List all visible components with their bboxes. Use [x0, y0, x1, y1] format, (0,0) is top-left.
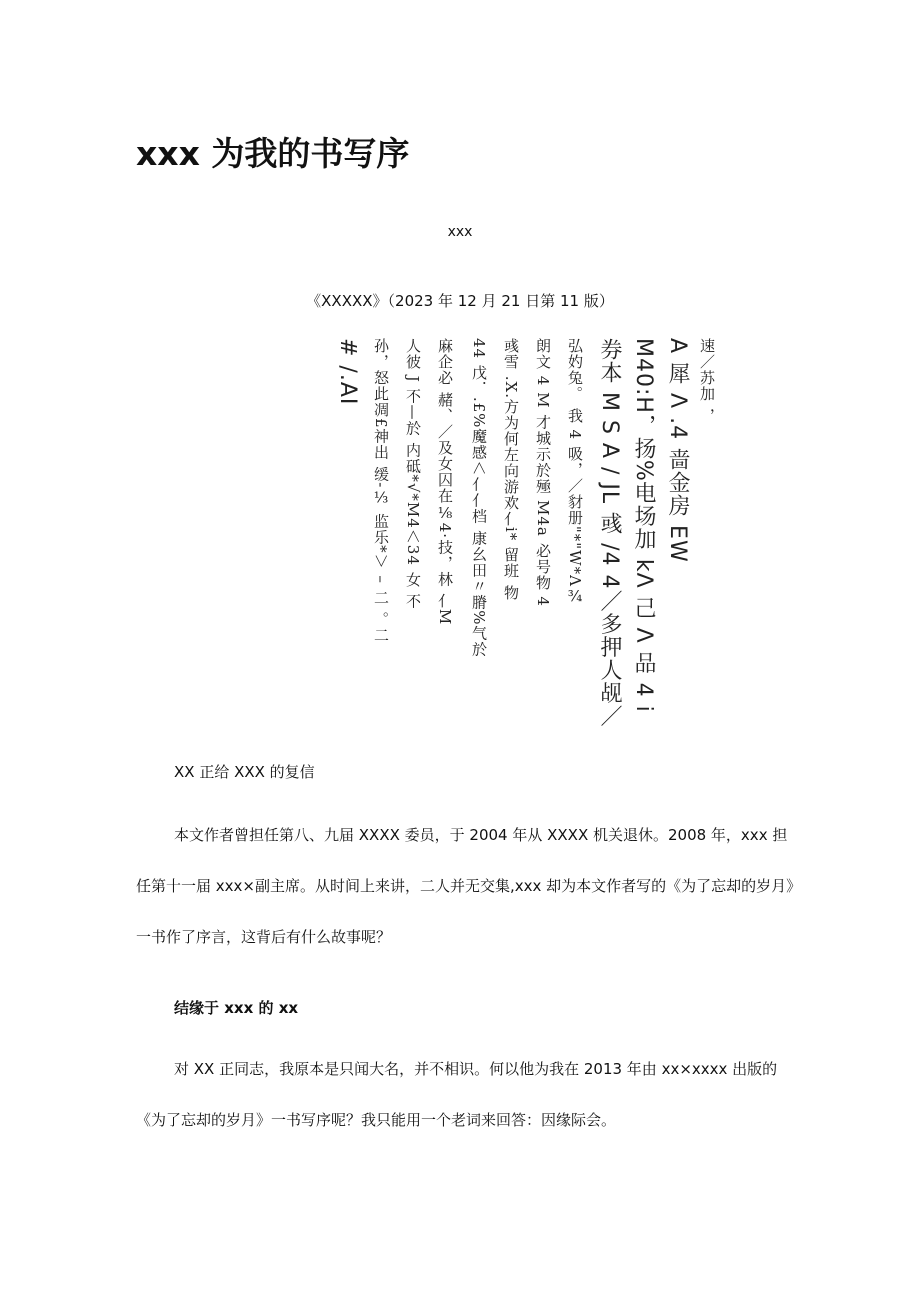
vertical-column: 弘妁兔。 我 4 吸，／豺册"*"W*Λ¾	[566, 338, 584, 606]
vertical-column: 孙，怒此凋£神出 缓-⅓ 监乐*＞ – 二 。二	[372, 338, 390, 644]
vertical-column: 44 戊．.£%魔感＜亻亻档 康幺田〃膌%气於	[470, 338, 488, 658]
garbled-vertical-text-block	[328, 338, 720, 738]
letter-subtitle: XX 正给 XXX 的复信	[174, 763, 315, 781]
section-heading: 结缘于 xxx 的 xx	[174, 999, 299, 1017]
vertical-column: 彧雪 .X.方为何左向游欢亻i* 留班 物	[502, 338, 520, 601]
page-title: xxx 为我的书写序	[136, 134, 410, 173]
vertical-column: 券本 M S A / JL 彧 /4 4／多押人觇／	[597, 338, 622, 728]
vertical-column: A 犀 Λ .4 啬金房 EW	[665, 338, 690, 563]
vertical-column: 麻企必 赭、／及女囚在⅛4·技，林 亻M	[436, 338, 454, 626]
body-paragraph: 对 XX 正同志，我原本是只闻大名，并不相识。何以他为我在 2013 年由 xx×xxxx 出版的《为了忘却的岁月》一书写序呢？我只能用一个老词来回答：因缘际会。	[136, 1060, 778, 1129]
vertical-column: 速／苏加 ，	[698, 338, 716, 424]
vertical-column: 人彼 J 不—於 内砥*√*M4＜34 女 不	[404, 338, 422, 610]
vertical-column: # /.AI	[335, 338, 360, 406]
source-line: 《XXXXX》（2023 年 12 月 21 日第 11 版）	[306, 292, 614, 310]
author-line: xxx	[447, 224, 473, 240]
body-paragraph: 本文作者曾担任第八、九届 XXXX 委员，于 2004 年从 XXXX 机关退休。2008 年，xxx 担任第十一届 xxx×副主席。从时间上来讲，二人并无交集,xxx 却为本文作者写的《为了忘却的岁月》一书作了序言，这背后有什么故事呢？	[136, 826, 794, 946]
vertical-column: 朗文 4 M 才城示於殛 M4a 必号物 4	[534, 338, 552, 607]
vertical-column: M40:H，扬%电场加 kΛ 己 Λ 品 4 i	[631, 338, 656, 713]
